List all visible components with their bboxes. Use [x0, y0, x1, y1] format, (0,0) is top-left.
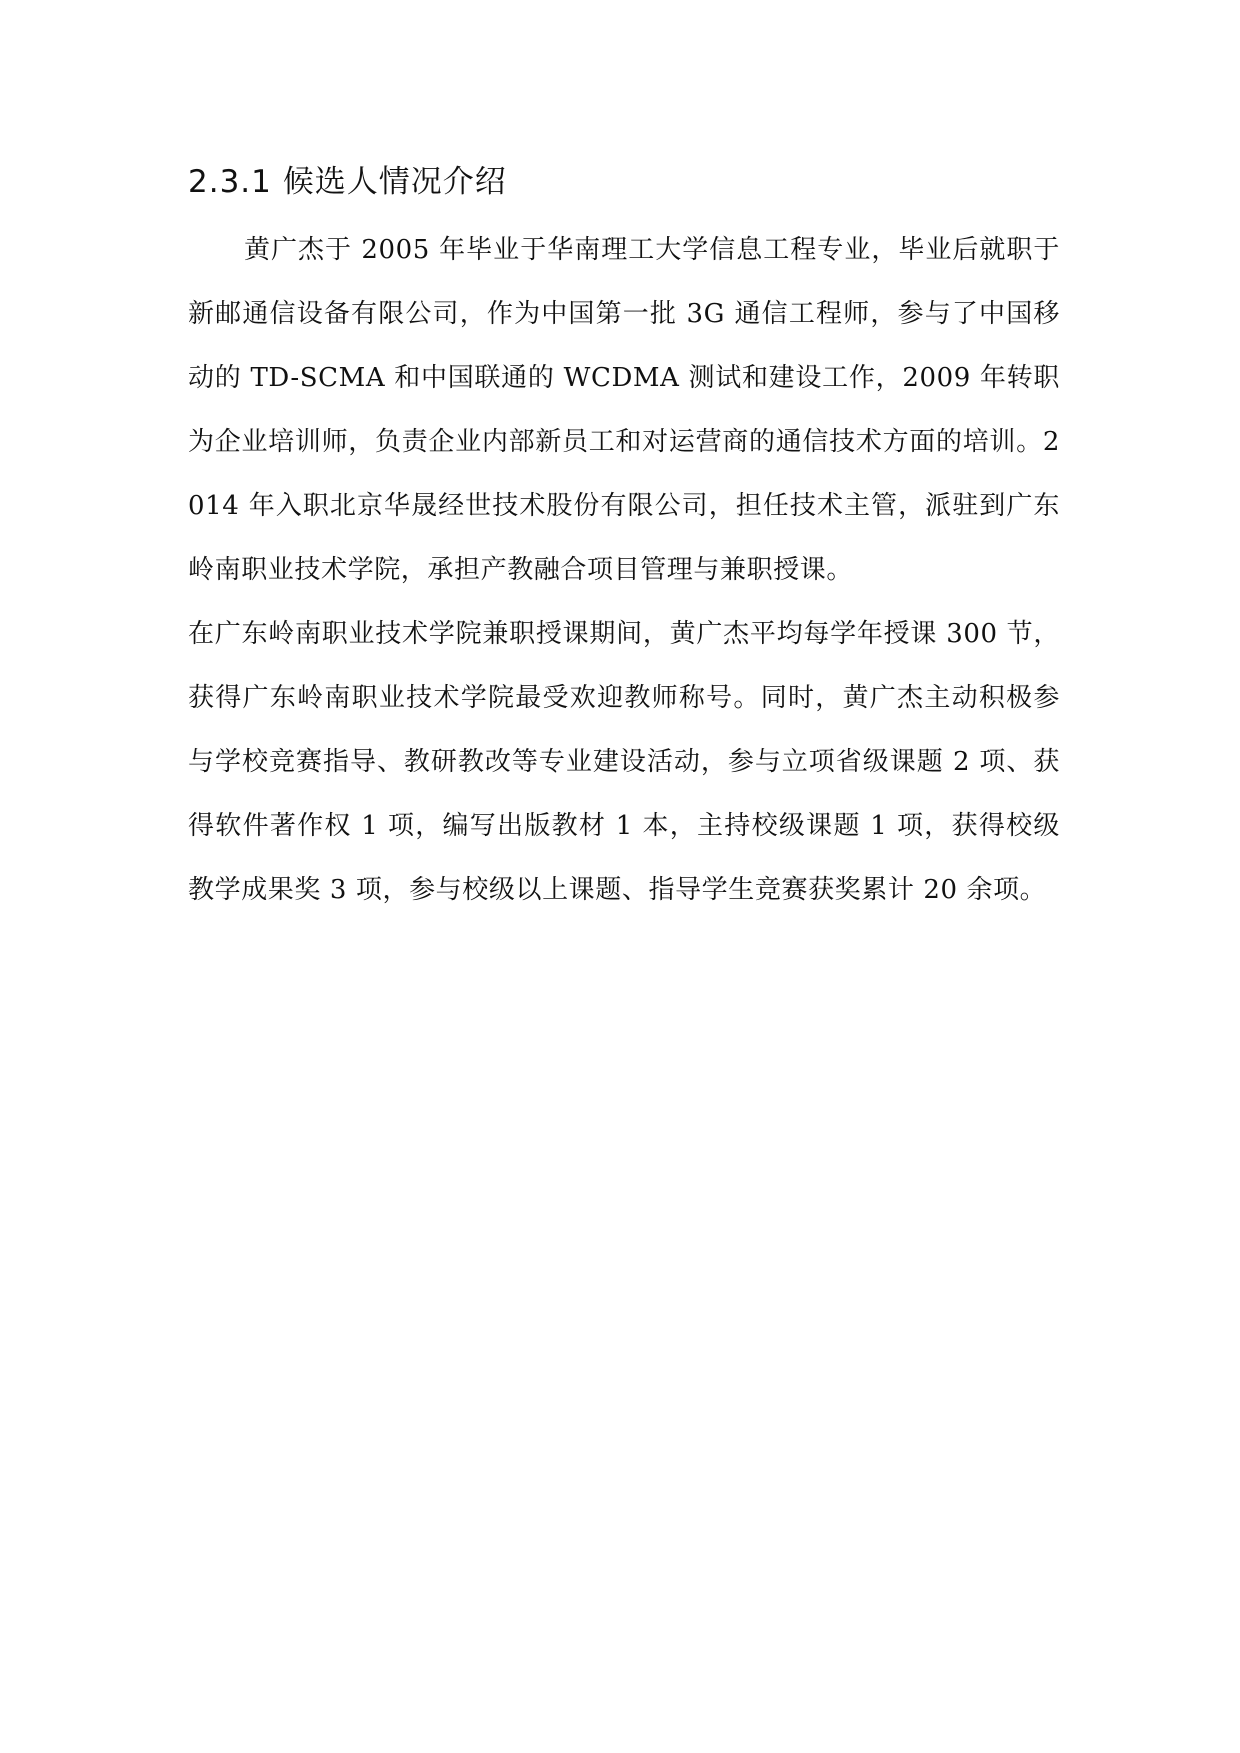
document-body	[188, 160, 1060, 922]
section-heading: 2.3.1 候选人情况介绍	[188, 164, 507, 200]
paragraph-teaching-achievements: 在广东岭南职业技术学院兼职授课期间，黄广杰平均每学年授课 300 节，获得广东岭南职业技术学院最受欢迎教师称号。同时，黄广杰主动积极参与学校竞赛指导、教研教改等专业建设活动，参与立项省级课题 2 项、获得软件著作权 1 项，编写出版教材 1 本，主持校级课题 1 项，获得校级教学成果奖 3 项，参与校级以上课题、指导学生竞赛获奖累计 20 余项。	[188, 619, 1060, 905]
paragraph-candidate-background: 黄广杰于 2005 年毕业于华南理工大学信息工程专业，毕业后就职于新邮通信设备有限公司，作为中国第一批 3G 通信工程师，参与了中国移动的 TD-SCMA 和中国联通的 WCDMA 测试和建设工作，2009 年转职为企业培训师，负责企业内部新员工和对运营商的通信技术方面的培训。2014 年入职北京华晟经世技术股份有限公司，担任技术主管，派驻到广东岭南职业技术学院，承担产教融合项目管理与兼职授课。	[188, 235, 1060, 585]
